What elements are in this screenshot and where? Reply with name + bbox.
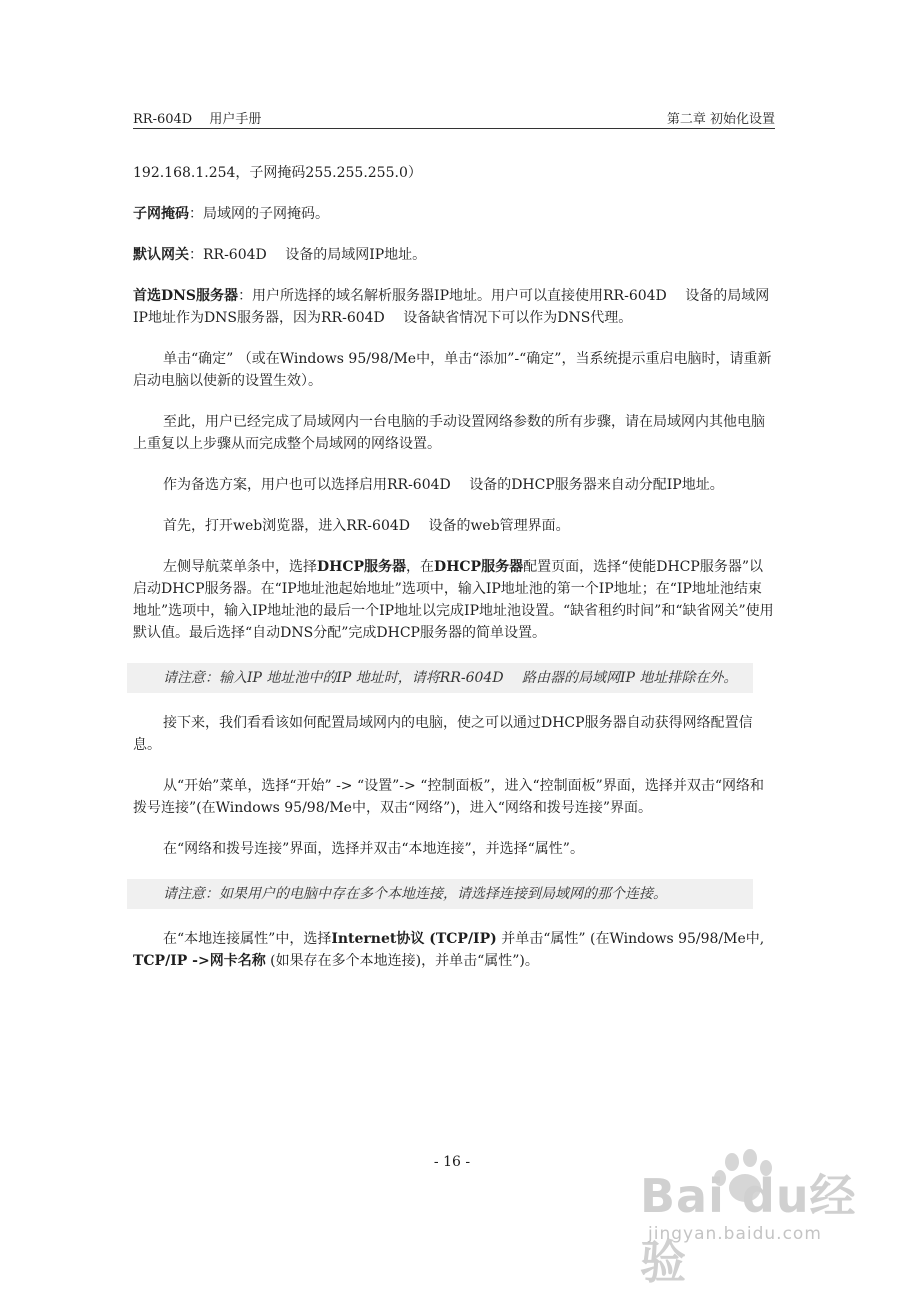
- baidu-watermark: [640, 1148, 880, 1289]
- label-default-gateway: 默认网关: [133, 247, 189, 263]
- text-dhcp-c: ，在: [406, 559, 435, 575]
- page-number: - 16 -: [433, 1154, 471, 1170]
- text-tcpip-a: 在“本地连接属性”中，选择: [163, 931, 332, 947]
- paragraph-click-ok: 单击“确定” （或在Windows 95/98/Me中，单击“添加”-“确定”，当系统提示重启电脑时，请重新启动电脑以使新的设置生效）。: [133, 351, 772, 389]
- paragraph-ip-continued: 192.168.1.254，子网掩码255.255.255.0）: [133, 165, 422, 181]
- label-subnet-mask: 子网掩码: [133, 206, 189, 222]
- paragraph-open-browser: 首先，打开web浏览器，进入RR-604D 设备的web管理界面。: [163, 518, 570, 534]
- paragraph-subnet-mask: [133, 203, 775, 225]
- note-ip-pool: 请注意：输入IP 地址池中的IP 地址时，请将RR-604D 路由器的局域网IP 地址排除在外。: [127, 663, 753, 693]
- paragraph-dhcp-config: [133, 556, 775, 644]
- paragraph-next-config-pc: 接下来，我们看看该如何配置局域网内的电脑，使之可以通过DHCP服务器自动获得网络配置信息。: [133, 715, 753, 753]
- label-tcpip-nic: TCP/IP ->网卡名称: [133, 953, 266, 969]
- watermark-logo: Bai du经验: [640, 1169, 857, 1289]
- paragraph-start-menu: 从“开始”菜单，选择“开始” -> “设置”-> “控制面板”，进入“控制面板”界面，选择并双击“网络和拨号连接”(在Windows 95/98/Me中，双击“网络”)，进入“网络和拨号连接”界面。: [133, 778, 764, 816]
- paragraph-tcpip-properties: [133, 928, 775, 972]
- text-dhcp-a: 左侧导航菜单条中，选择: [163, 559, 317, 575]
- text-tcpip-c: 并单击“属性” (在Windows 95/98/Me中,: [496, 931, 765, 947]
- text-preferred-dns: ：用户所选择的域名解析服务器IP地址。用户可以直接使用RR-604D 设备的局域网IP地址作为DNS服务器，因为RR-604D 设备缺省情况下可以作为DNS代理。: [133, 288, 770, 326]
- note-multiple-connections: 请注意：如果用户的电脑中存在多个本地连接，请选择连接到局域网的那个连接。: [127, 879, 753, 909]
- label-internet-protocol: Internet协议 (TCP/IP): [331, 931, 497, 947]
- paragraph-local-connection: 在“网络和拨号连接”界面，选择并双击“本地连接”，并选择“属性”。: [163, 841, 584, 857]
- text-dhcp-d: 配置页面，选择“使能DHCP服务器”以启动DHCP服务器。在“IP地址池起始地址”选项中，输入IP地址池的第一个IP地址；在“IP地址池结束地址”选项中，输入IP地址池的最后一个IP地址以完成IP地址池设置。“缺省租约时间”和“缺省网关”使用默认值。最后选择“自动DNS分配”完成DHCP服务器的简单设置。: [133, 559, 774, 641]
- paragraph-preferred-dns: [133, 285, 775, 329]
- label-dhcp-server-1: DHCP服务器: [317, 559, 407, 575]
- page-header: [133, 108, 775, 129]
- paragraph-manual-complete: 至此，用户已经完成了局域网内一台电脑的手动设置网络参数的所有步骤，请在局域网内其他电脑上重复以上步骤从而完成整个局域网的网络设置。: [133, 414, 765, 452]
- paragraph-dhcp-alternative: 作为备选方案，用户也可以选择启用RR-604D 设备的DHCP服务器来自动分配IP地址。: [163, 477, 724, 493]
- label-preferred-dns: 首选DNS服务器: [133, 288, 239, 304]
- text-default-gateway: ：RR-604D 设备的局域网IP地址。: [189, 247, 427, 263]
- paragraph-default-gateway: [133, 244, 775, 266]
- text-tcpip-d: (如果存在多个本地连接)，并单击“属性”)。: [265, 953, 539, 969]
- page-body: [133, 162, 775, 991]
- header-title: RR-604D 用户手册: [133, 112, 262, 127]
- label-dhcp-server-2: DHCP服务器: [434, 559, 524, 575]
- text-subnet-mask: ：局域网的子网掩码。: [189, 206, 329, 222]
- header-chapter: 第二章 初始化设置: [666, 112, 775, 127]
- watermark-url: jingyan.baidu.com: [648, 1224, 822, 1244]
